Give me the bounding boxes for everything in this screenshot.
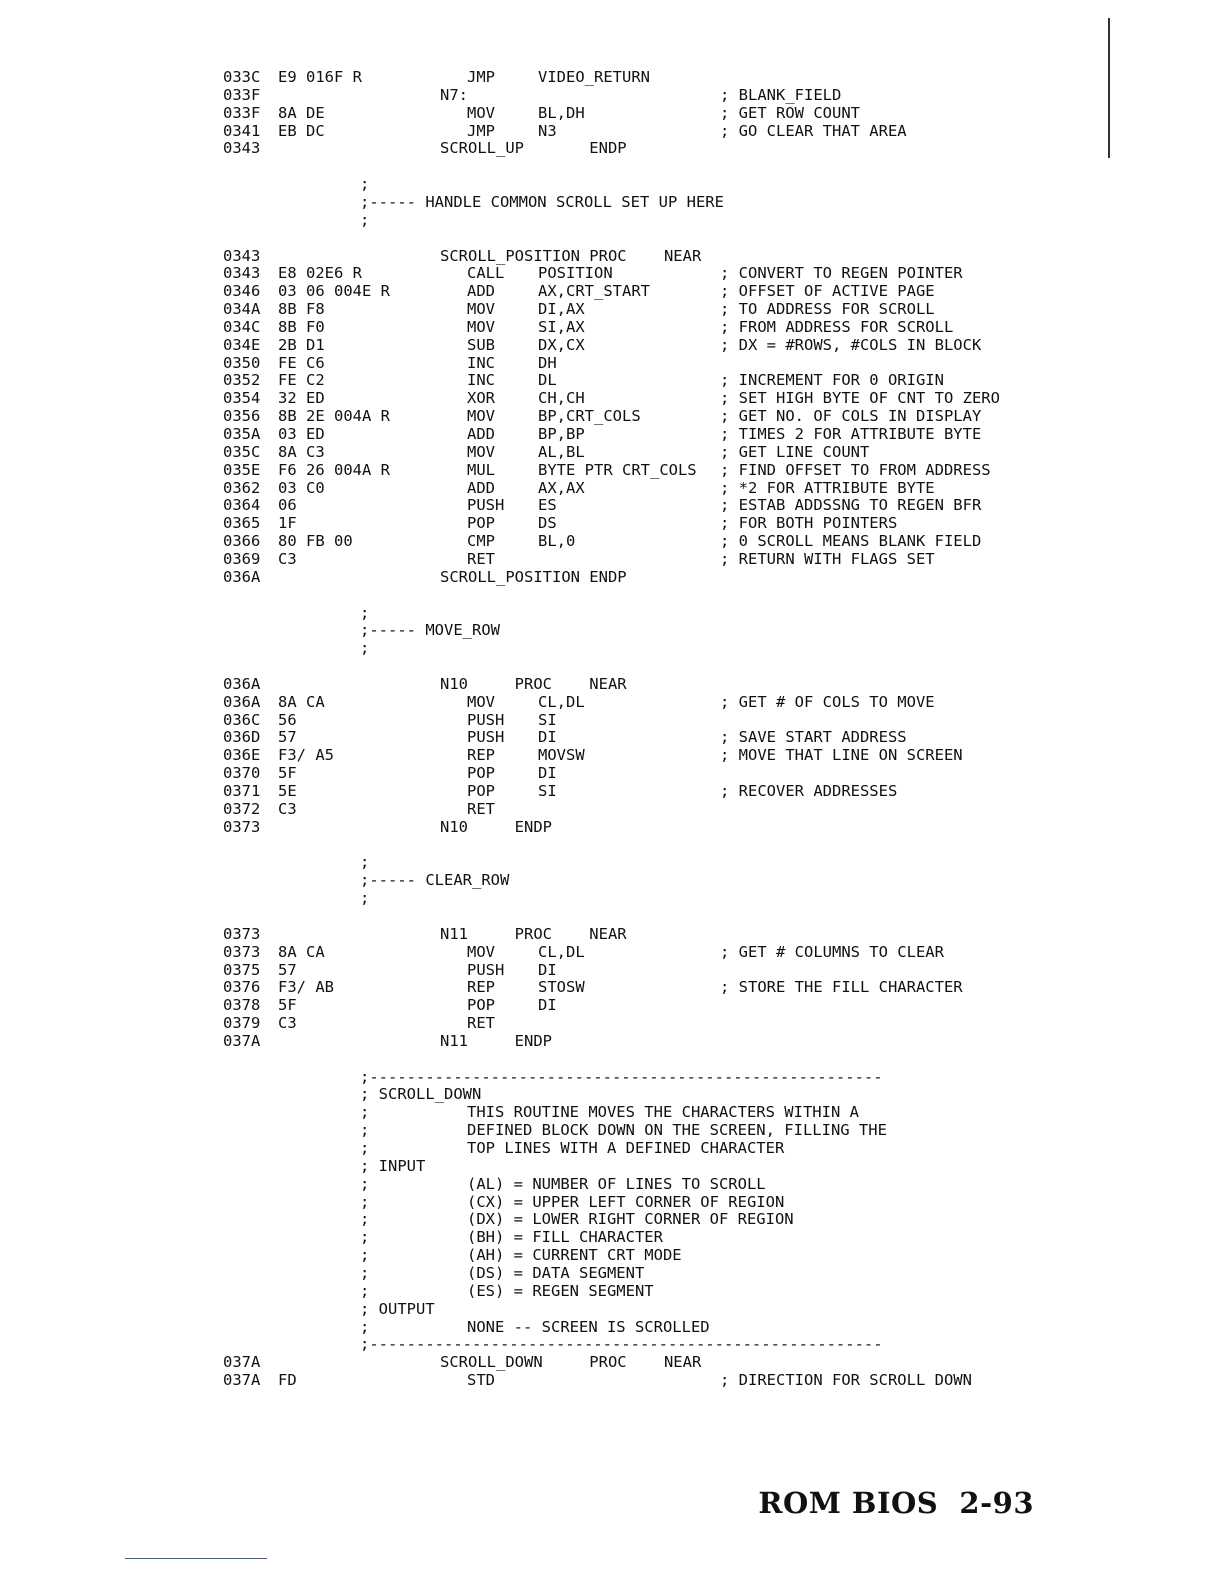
operands: BYTE PTR CRT_COLS	[538, 460, 697, 479]
operands: CH,CH	[538, 389, 585, 408]
page-footer	[758, 1486, 1034, 1520]
comment-line	[0, 1157, 1224, 1175]
mnemonic: MOV	[467, 103, 495, 122]
comment-line	[0, 1210, 1224, 1228]
mnemonic: RET	[467, 1014, 495, 1033]
line-comment: ; TO ADDRESS FOR SCROLL	[720, 300, 935, 319]
object-code: 2B D1	[278, 335, 325, 354]
address: 035E	[223, 460, 261, 479]
code-line	[0, 675, 1224, 693]
code-line	[0, 264, 1224, 282]
code-line	[0, 354, 1224, 372]
description-text: TOP LINES WITH A DEFINED CHARACTER	[467, 1139, 785, 1157]
mnemonic: MOV	[467, 407, 495, 426]
comment-line	[0, 853, 1224, 871]
address: 0352	[223, 371, 261, 390]
code-line	[0, 104, 1224, 122]
address: 034C	[223, 317, 261, 336]
code-line	[0, 728, 1224, 746]
code-line	[0, 961, 1224, 979]
address: 0373	[223, 942, 261, 961]
description-text: (CX) = UPPER LEFT CORNER OF REGION	[467, 1192, 785, 1211]
code-line	[0, 1014, 1224, 1032]
comment-marker: ;	[360, 853, 370, 872]
comment-marker: ;	[360, 1139, 370, 1157]
comment-marker: ; OUTPUT	[360, 1299, 435, 1318]
address: 037A	[223, 1371, 261, 1390]
object-code: 03 06 004E R	[278, 282, 390, 301]
description-text: (BH) = FILL CHARACTER	[467, 1228, 663, 1247]
line-comment: ; FOR BOTH POINTERS	[720, 514, 898, 533]
comment-marker: ;	[360, 1192, 370, 1211]
comment-marker: ;	[360, 603, 370, 622]
comment-line	[0, 1246, 1224, 1264]
description-text: (DS) = DATA SEGMENT	[467, 1263, 645, 1282]
operands: DX,CX	[538, 335, 585, 354]
code-line	[0, 86, 1224, 104]
code-line	[0, 1371, 1224, 1389]
address: 0366	[223, 532, 261, 551]
object-code: 03 C0	[278, 478, 325, 497]
line-comment: ; SET HIGH BYTE OF CNT TO ZERO	[720, 389, 1000, 408]
comment-line	[0, 1264, 1224, 1282]
operands: AX,CRT_START	[538, 282, 650, 301]
comment-marker: ;----- HANDLE COMMON SCROLL SET UP HERE	[360, 192, 724, 211]
line-comment: ; SAVE START ADDRESS	[720, 728, 907, 747]
operands: AL,BL	[538, 442, 585, 461]
comment-line	[0, 175, 1224, 193]
address: 0365	[223, 514, 261, 533]
address: 0343	[223, 246, 261, 265]
code-line	[0, 300, 1224, 318]
comment-line	[0, 621, 1224, 639]
description-text: THIS ROUTINE MOVES THE CHARACTERS WITHIN A	[467, 1103, 859, 1122]
object-code: C3	[278, 799, 297, 818]
address: 0343	[223, 264, 261, 283]
mnemonic: RET	[467, 549, 495, 568]
comment-line	[0, 1228, 1224, 1246]
code-line	[0, 68, 1224, 86]
footer-title: ROM BIOS	[758, 1486, 939, 1520]
code-line	[0, 371, 1224, 389]
address: 034A	[223, 300, 261, 319]
line-comment: ; STORE THE FILL CHARACTER	[720, 978, 963, 997]
address: 036D	[223, 728, 261, 747]
line-comment: ; CONVERT TO REGEN POINTER	[720, 264, 963, 283]
comment-marker: ;-------------------------------------------------------	[360, 1335, 883, 1354]
comment-line	[0, 211, 1224, 229]
comment-marker: ;	[360, 1121, 370, 1140]
object-code: 57	[278, 728, 297, 747]
line-comment: ; INCREMENT FOR 0 ORIGIN	[720, 371, 944, 390]
operands: DI	[538, 728, 557, 747]
address: 0346	[223, 282, 261, 301]
comment-line	[0, 1103, 1224, 1121]
address: 0341	[223, 121, 261, 140]
code-line	[0, 336, 1224, 354]
comment-line	[0, 1318, 1224, 1336]
object-code: FE C2	[278, 371, 325, 390]
line-comment: ; DX = #ROWS, #COLS IN BLOCK	[720, 335, 982, 354]
operands: BP,CRT_COLS	[538, 407, 641, 426]
address: 0370	[223, 764, 261, 783]
code-line	[0, 1032, 1224, 1050]
operands: SI	[538, 710, 557, 729]
address: 0379	[223, 1014, 261, 1033]
line-comment: ; FROM ADDRESS FOR SCROLL	[720, 317, 954, 336]
mnemonic: REP	[467, 978, 495, 997]
mnemonic: MOV	[467, 692, 495, 711]
address: 036E	[223, 746, 261, 765]
object-code: 8A CA	[278, 942, 325, 961]
object-code: C3	[278, 549, 297, 568]
comment-marker: ;----- MOVE_ROW	[360, 621, 500, 640]
object-code: 8A DE	[278, 103, 325, 122]
description-text: DEFINED BLOCK DOWN ON THE SCREEN, FILLING THE	[467, 1121, 887, 1140]
description-text: (ES) = REGEN SEGMENT	[467, 1281, 654, 1300]
mnemonic: PUSH	[467, 960, 505, 979]
mnemonic: REP	[467, 746, 495, 765]
line-comment: ; GET LINE COUNT	[720, 442, 870, 461]
address: 033C	[223, 68, 261, 86]
description-text: (AL) = NUMBER OF LINES TO SCROLL	[467, 1174, 766, 1193]
operands: DI,AX	[538, 300, 585, 319]
comment-line	[0, 1068, 1224, 1086]
code-line	[0, 389, 1224, 407]
address: 0369	[223, 549, 261, 568]
object-code: 5E	[278, 782, 297, 800]
object-code: 5F	[278, 764, 297, 783]
mnemonic: POP	[467, 782, 495, 800]
mnemonic: ADD	[467, 425, 495, 443]
mnemonic: INC	[467, 371, 495, 390]
code-line	[0, 693, 1224, 711]
object-code: F6 26 004A R	[278, 460, 390, 479]
address: 037A	[223, 1031, 261, 1050]
code-line	[0, 122, 1224, 140]
operands: CL,DL	[538, 692, 585, 711]
object-code: 56	[278, 710, 297, 729]
footer-page-number: 2-93	[959, 1486, 1034, 1520]
object-code: 1F	[278, 514, 297, 533]
label: N11 PROC NEAR	[440, 924, 627, 943]
address: 035C	[223, 442, 261, 461]
address: 036C	[223, 710, 261, 729]
mnemonic: MOV	[467, 317, 495, 336]
line-comment: ; MOVE THAT LINE ON SCREEN	[720, 746, 963, 765]
mnemonic: JMP	[467, 121, 495, 140]
comment-line	[0, 889, 1224, 907]
code-line	[0, 318, 1224, 336]
code-line	[0, 800, 1224, 818]
comment-marker: ;	[360, 1246, 370, 1265]
mnemonic: JMP	[467, 68, 495, 86]
line-comment: ; GET ROW COUNT	[720, 103, 860, 122]
address: 0372	[223, 799, 261, 818]
address: 036A	[223, 692, 261, 711]
code-line	[0, 461, 1224, 479]
mnemonic: CALL	[467, 264, 505, 283]
line-comment: ; TIMES 2 FOR ATTRIBUTE BYTE	[720, 425, 982, 443]
code-line	[0, 479, 1224, 497]
code-line	[0, 496, 1224, 514]
object-code: 8B F0	[278, 317, 325, 336]
object-code: 03 ED	[278, 425, 325, 443]
address: 0354	[223, 389, 261, 408]
comment-line	[0, 639, 1224, 657]
comment-line	[0, 1335, 1224, 1353]
operands: SI,AX	[538, 317, 585, 336]
object-code: 8B F8	[278, 300, 325, 319]
code-line	[0, 247, 1224, 265]
code-line	[0, 139, 1224, 157]
comment-marker: ;	[360, 639, 370, 658]
comment-line	[0, 871, 1224, 889]
code-line	[0, 782, 1224, 800]
address: 0350	[223, 353, 261, 372]
mnemonic: ADD	[467, 478, 495, 497]
operands: BL,0	[538, 532, 576, 551]
code-line	[0, 978, 1224, 996]
address: 0373	[223, 817, 261, 836]
operands: POSITION	[538, 264, 613, 283]
comment-marker: ;	[360, 889, 370, 908]
mnemonic: ADD	[467, 282, 495, 301]
object-code: 8A C3	[278, 442, 325, 461]
address: 033F	[223, 85, 261, 104]
line-comment: ; GET NO. OF COLS IN DISPLAY	[720, 407, 982, 426]
address: 0362	[223, 478, 261, 497]
code-line	[0, 711, 1224, 729]
operands: AX,AX	[538, 478, 585, 497]
operands: ES	[538, 496, 557, 515]
object-code: 32 ED	[278, 389, 325, 408]
code-line	[0, 568, 1224, 586]
address: 0375	[223, 960, 261, 979]
code-line	[0, 818, 1224, 836]
description-text: (AH) = CURRENT CRT MODE	[467, 1246, 682, 1265]
operands: MOVSW	[538, 746, 585, 765]
comment-marker: ;	[360, 1174, 370, 1193]
comment-line	[0, 1085, 1224, 1103]
address: 0378	[223, 996, 261, 1015]
mnemonic: PUSH	[467, 710, 505, 729]
mnemonic: RET	[467, 799, 495, 818]
mnemonic: PUSH	[467, 728, 505, 747]
comment-marker: ;	[360, 1103, 370, 1122]
label: SCROLL_POSITION PROC NEAR	[440, 246, 702, 265]
label: N7:	[440, 85, 468, 104]
description-text: (DX) = LOWER RIGHT CORNER OF REGION	[467, 1210, 794, 1229]
label: SCROLL_UP ENDP	[440, 139, 627, 158]
address: 0376	[223, 978, 261, 997]
line-comment: ; BLANK_FIELD	[720, 85, 842, 104]
address: 0364	[223, 496, 261, 515]
line-comment: ; OFFSET OF ACTIVE PAGE	[720, 282, 935, 301]
comment-marker: ; SCROLL_DOWN	[360, 1085, 482, 1104]
line-comment: ; ESTAB ADDSSNG TO REGEN BFR	[720, 496, 982, 515]
mnemonic: MUL	[467, 460, 495, 479]
address: 034E	[223, 335, 261, 354]
comment-marker: ;----- CLEAR_ROW	[360, 871, 510, 890]
operands: N3	[538, 121, 557, 140]
line-comment: ; GO CLEAR THAT AREA	[720, 121, 907, 140]
operands: DI	[538, 996, 557, 1015]
operands: CL,DL	[538, 942, 585, 961]
comment-line	[0, 1193, 1224, 1211]
comment-marker: ;	[360, 1317, 370, 1336]
operands: DI	[538, 764, 557, 783]
code-line	[0, 550, 1224, 568]
line-comment: ; RECOVER ADDRESSES	[720, 782, 898, 800]
comment-line	[0, 1282, 1224, 1300]
line-comment: ; DIRECTION FOR SCROLL DOWN	[720, 1371, 972, 1390]
object-code: 8B 2E 004A R	[278, 407, 390, 426]
comment-line	[0, 1175, 1224, 1193]
label: SCROLL_DOWN PROC NEAR	[440, 1353, 702, 1372]
mnemonic: MOV	[467, 442, 495, 461]
address: 0371	[223, 782, 261, 800]
line-comment: ; FIND OFFSET TO FROM ADDRESS	[720, 460, 991, 479]
operands: DS	[538, 514, 557, 533]
object-code: F3/ A5	[278, 746, 334, 765]
mnemonic: MOV	[467, 300, 495, 319]
object-code: 5F	[278, 996, 297, 1015]
mnemonic: INC	[467, 353, 495, 372]
mnemonic: POP	[467, 996, 495, 1015]
operands: SI	[538, 782, 557, 800]
code-line	[0, 764, 1224, 782]
mnemonic: STD	[467, 1371, 495, 1390]
code-line	[0, 425, 1224, 443]
mnemonic: CMP	[467, 532, 495, 551]
object-code: 80 FB 00	[278, 532, 353, 551]
comment-marker: ;	[360, 1228, 370, 1247]
address: 0343	[223, 139, 261, 158]
code-line	[0, 746, 1224, 764]
code-line	[0, 1353, 1224, 1371]
comment-marker: ;	[360, 175, 370, 194]
comment-marker: ;	[360, 210, 370, 229]
object-code: C3	[278, 1014, 297, 1033]
object-code: 57	[278, 960, 297, 979]
mnemonic: POP	[467, 514, 495, 533]
object-code: EB DC	[278, 121, 325, 140]
address: 033F	[223, 103, 261, 122]
code-line	[0, 943, 1224, 961]
operands: STOSW	[538, 978, 585, 997]
line-comment: ; GET # COLUMNS TO CLEAR	[720, 942, 944, 961]
address: 036A	[223, 567, 261, 586]
code-line	[0, 925, 1224, 943]
line-comment: ; *2 FOR ATTRIBUTE BYTE	[720, 478, 935, 497]
code-line	[0, 996, 1224, 1014]
mnemonic: MOV	[467, 942, 495, 961]
address: 035A	[223, 425, 261, 443]
object-code: FE C6	[278, 353, 325, 372]
mnemonic: SUB	[467, 335, 495, 354]
label: N10 ENDP	[440, 817, 552, 836]
code-line	[0, 282, 1224, 300]
comment-marker: ;	[360, 1281, 370, 1300]
comment-line	[0, 1121, 1224, 1139]
operands: DI	[538, 960, 557, 979]
operands: BL,DH	[538, 103, 585, 122]
code-line	[0, 443, 1224, 461]
object-code: 06	[278, 496, 297, 515]
address: 0373	[223, 924, 261, 943]
comment-line	[0, 1139, 1224, 1157]
description-text: NONE -- SCREEN IS SCROLLED	[467, 1317, 710, 1336]
object-code: E8 02E6 R	[278, 264, 362, 283]
comment-marker: ; INPUT	[360, 1156, 426, 1175]
label: N10 PROC NEAR	[440, 674, 627, 693]
operands: VIDEO_RETURN	[538, 68, 650, 86]
comment-line	[0, 193, 1224, 211]
label: SCROLL_POSITION ENDP	[440, 567, 627, 586]
code-line	[0, 514, 1224, 532]
object-code: FD	[278, 1371, 297, 1390]
object-code: E9 016F R	[278, 68, 362, 86]
line-comment: ; GET # OF COLS TO MOVE	[720, 692, 935, 711]
bottom-rule	[125, 1558, 267, 1559]
code-line	[0, 407, 1224, 425]
comment-line	[0, 1300, 1224, 1318]
comment-marker: ;	[360, 1210, 370, 1229]
mnemonic: POP	[467, 764, 495, 783]
comment-line	[0, 604, 1224, 622]
address: 0356	[223, 407, 261, 426]
operands: DL	[538, 371, 557, 390]
address: 037A	[223, 1353, 261, 1372]
operands: BP,BP	[538, 425, 585, 443]
object-code: F3/ AB	[278, 978, 334, 997]
mnemonic: XOR	[467, 389, 495, 408]
comment-marker: ;	[360, 1263, 370, 1282]
comment-marker: ;-------------------------------------------------------	[360, 1067, 883, 1086]
code-line	[0, 532, 1224, 550]
address: 036A	[223, 674, 261, 693]
line-comment: ; 0 SCROLL MEANS BLANK FIELD	[720, 532, 982, 551]
object-code: 8A CA	[278, 692, 325, 711]
label: N11 ENDP	[440, 1031, 552, 1050]
line-comment: ; RETURN WITH FLAGS SET	[720, 549, 935, 568]
operands: DH	[538, 353, 557, 372]
mnemonic: PUSH	[467, 496, 505, 515]
